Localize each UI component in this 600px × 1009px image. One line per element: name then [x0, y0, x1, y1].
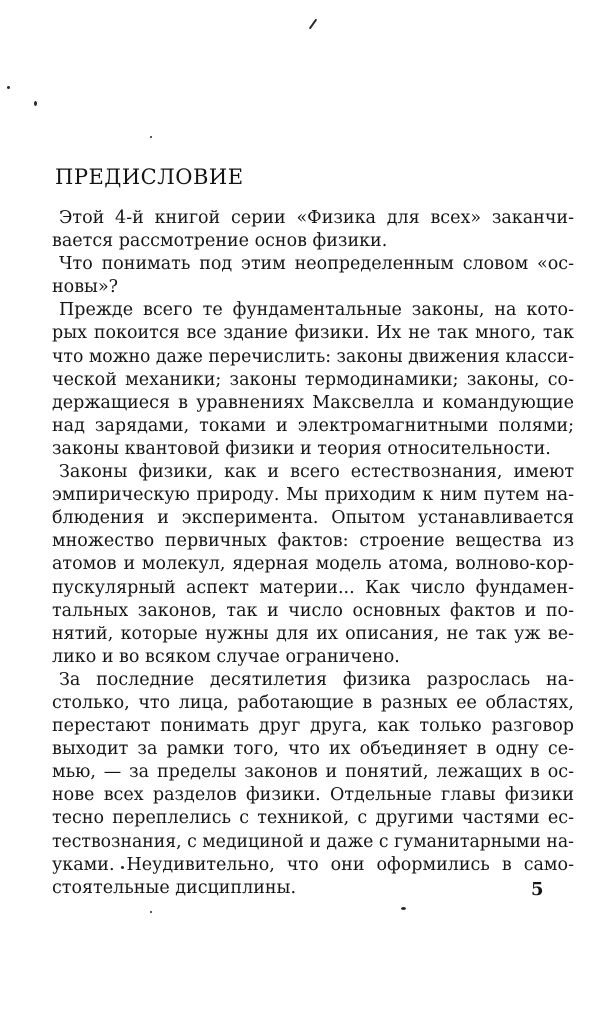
text-line: тесно переплелись с техникой, с другими частями ес- — [52, 808, 574, 829]
text-line: нятий, которые нужны для их описания, не так уж ве- — [52, 623, 574, 644]
text-line: тествознания, с медициной и даже с гуманитарными на- — [52, 831, 574, 852]
text-line: Что понимать под этим неопределенным словом «ос- — [59, 254, 574, 275]
text-line: мью, — за пределы законов и понятий, лежащих в ос- — [52, 762, 574, 783]
text-line: выходит за рамки того, что их объединяет в одну се- — [52, 739, 574, 760]
text-line: законы квантовой физики и теория относительности. — [52, 438, 551, 459]
text-line: уками. Неудивительно, что они оформились в само- — [52, 854, 574, 875]
scan-mark — [150, 136, 152, 138]
text-line: ческой механики; законы термодинамики; законы, со- — [52, 369, 574, 390]
section-heading: ПРЕДИСЛОВИЕ — [55, 165, 244, 189]
text-line: что можно даже перечислить: законы движения класси- — [52, 346, 574, 367]
text-line: над зарядами, токами и электромагнитными полями; — [52, 415, 574, 436]
text-line: Законы физики, как и всего естествознания, имеют — [59, 462, 574, 483]
text-line: лико и во всяком случае ограничено. — [52, 646, 400, 667]
scan-mark — [34, 101, 37, 106]
body-text — [52, 207, 574, 900]
text-line: рых покоится все здание физики. Их не так много, так — [52, 323, 574, 344]
text-line: вается рассмотрение основ физики. — [52, 231, 388, 252]
scan-mark — [309, 19, 318, 30]
text-line: нове всех разделов физики. Отдельные главы физики — [52, 785, 574, 806]
text-line: За последние десятилетия физика разрослась на- — [59, 669, 574, 690]
text-line: множество первичных фактов: строение вещества из — [52, 531, 574, 552]
scan-mark — [7, 86, 10, 89]
text-line: перестают понимать друг друга, как только разговор — [52, 716, 574, 737]
text-line: стоятельные дисциплины. — [52, 877, 297, 898]
text-line: новы»? — [52, 277, 119, 298]
text-line: эмпирическую природу. Мы приходим к ним путем на- — [52, 485, 574, 506]
text-line: столько, что лица, работающие в разных ее областях, — [52, 692, 574, 713]
page-number: 5 — [531, 879, 544, 900]
text-line: Этой 4-й книгой серии «Физика для всех» заканчи- — [59, 208, 574, 228]
scan-mark — [150, 911, 152, 913]
text-line: пускулярный аспект материи... Как число фундамен- — [52, 577, 574, 598]
scan-mark — [401, 907, 406, 910]
text-line: атомов и молекул, ядерная модель атома, волново-кор- — [52, 554, 574, 575]
text-line: тальных законов, так и число основных фактов и по- — [52, 600, 574, 621]
text-line: Прежде всего те фундаментальные законы, на кото- — [59, 300, 574, 321]
text-line: держащиеся в уравнениях Максвелла и командующие — [52, 392, 574, 413]
text-line: блюдения и эксперимента. Опытом устанавливается — [52, 508, 574, 529]
